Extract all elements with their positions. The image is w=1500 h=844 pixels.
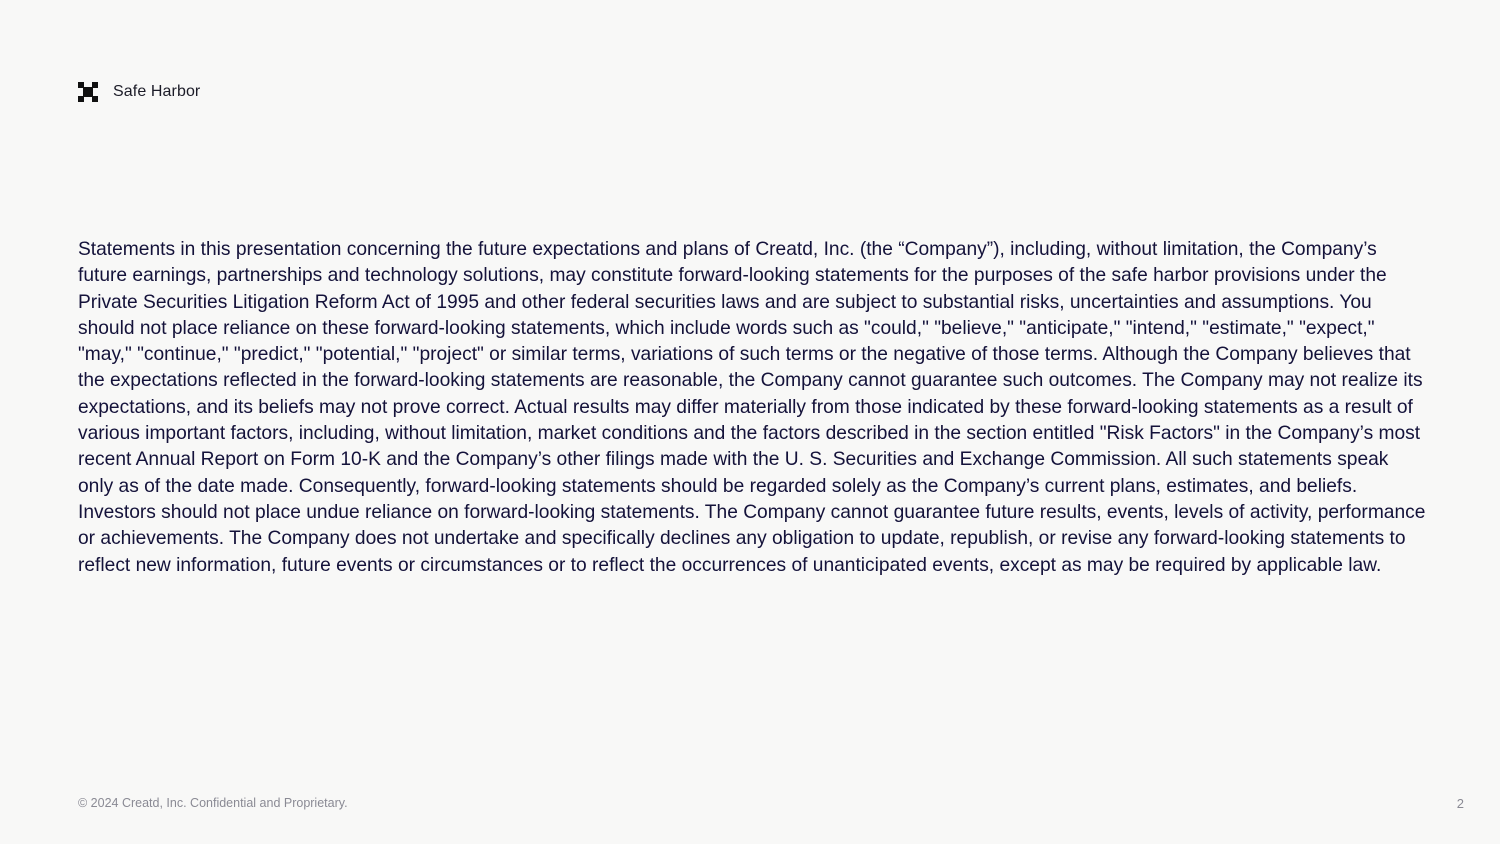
footer-copyright: © 2024 Creatd, Inc. Confidential and Proprietary.	[78, 796, 348, 810]
slide-header	[78, 81, 200, 103]
page-number: 2	[1456, 796, 1464, 811]
slide-title: Safe Harbor	[113, 83, 201, 100]
creatd-x-logo-icon	[78, 82, 98, 102]
safe-harbor-paragraph: Statements in this presentation concerning the future expectations and plans of Creatd, Inc. (the “Company”), including, without limitation, the Company’s future earnings, partnerships and technology solutions, may constitute forward-looking statements for the purposes of the safe harbor provisions under the Private Securities Litigation Reform Act of 1995 and other federal securities laws and are subject to substantial risks, uncertainties and assumptions. You should not place reliance on these forward-looking statements, which include words such as "could," "believe," "anticipate," "intend," "estimate," "expect," "may," "continue," "predict," "potential," "project" or similar terms, variations of such terms or the negative of those terms. Although the Company believes that the expectations reflected in the forward-looking statements are reasonable, the Company cannot guarantee such outcomes. The Company may not realize its expectations, and its beliefs may not prove correct. Actual results may differ materially from those indicated by these forward-looking statements as a result of various important factors, including, without limitation, market conditions and the factors described in the section entitled "Risk Factors" in the Company’s most recent Annual Report on Form 10-K and the Company’s other filings made with the U. S. Securities and Exchange Commission. All such statements speak only as of the date made. Consequently, forward-looking statements should be regarded solely as the Company’s current plans, estimates, and beliefs. Investors should not place undue reliance on forward-looking statements. The Company cannot guarantee future results, events, levels of activity, performance or achievements. The Company does not undertake and specifically declines any obligation to update, republish, or revise any forward-looking statements to reflect new information, future events or circumstances or to reflect the occurrences of unanticipated events, except as may be required by applicable law.	[78, 239, 1426, 576]
